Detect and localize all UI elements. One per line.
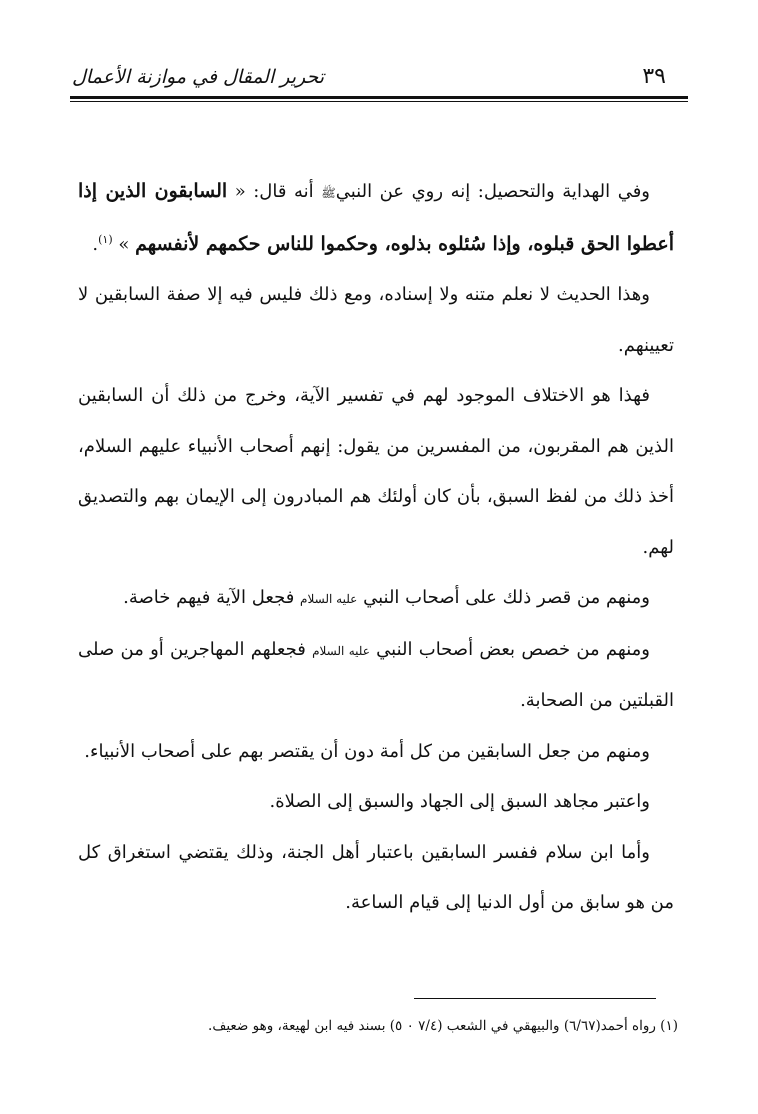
p1-end: . xyxy=(92,233,99,255)
p1-intro: وفي الهداية والتحصيل: إنه روي عن النبي xyxy=(335,181,651,202)
p6-text: ومنهم من جعل السابقين من كل أمة دون أن يقتصر بهم على أصحاب الأنبياء. xyxy=(84,740,650,762)
footnote-number: (١) xyxy=(660,1018,678,1034)
p8-text: وأما ابن سلام ففسر السابقين باعتبار أهل الجنة، وذلك يقتضي استغراق كل من هو سابق من أول الدنيا إلى قيام الساعة. xyxy=(78,841,674,913)
paragraph-4 xyxy=(78,573,674,625)
p5-text-a: ومنهم من خصص بعض أصحاب النبي xyxy=(376,638,650,660)
p1-said: أنه قال: « xyxy=(234,181,314,202)
p4-text-b: فجعل الآية فيهم خاصة. xyxy=(123,587,295,608)
hadith-text: السابقون الذين إذا أعطوا الحق قبلوه، وإذا سُئلوه بذلوه، وحكموا للناس حكمهم لأنفسهم xyxy=(78,180,674,255)
header-rule-thin xyxy=(70,101,688,102)
footnote-ref: (١) xyxy=(98,232,113,246)
footnote-separator xyxy=(414,998,656,999)
footnote-1 xyxy=(100,1014,678,1038)
header-rule-thick xyxy=(70,96,688,99)
salutation-mark: ﷺ xyxy=(321,186,336,200)
salutation-mark: عليه السلام xyxy=(300,592,358,606)
p4-text-a: ومنهم من قصر ذلك على أصحاب النبي xyxy=(363,587,650,608)
paragraph-6 xyxy=(78,727,674,778)
page-number: ٣٩ xyxy=(642,64,666,89)
paragraph-7 xyxy=(78,777,674,828)
running-header xyxy=(72,60,686,98)
p5-text-b: فجعلهم المهاجرين أو من صلى القبلتين من الصحابة. xyxy=(78,638,674,711)
paragraph-8 xyxy=(78,828,674,929)
p7-text: واعتبر مجاهد السبق إلى الجهاد والسبق إلى الصلاة. xyxy=(269,791,650,812)
paragraph-2 xyxy=(78,270,674,371)
paragraph-5 xyxy=(78,625,674,727)
p3-text: فهذا هو الاختلاف الموجود لهم في تفسير الآية، وخرج من ذلك أن السابقين الذين هم المقربون، من المفسرين من يقول: إنهم أصحاب الأنبياء عليهم السلام، أخذ ذلك من لفظ السبق، بأن كان أولئك هم المبادرون إلى الإيمان بهم والتصديق لهم. xyxy=(78,385,674,558)
book-title: تحرير المقال في موازنة الأعمال xyxy=(72,66,325,88)
salutation-mark: عليه السلام xyxy=(312,643,370,658)
footnote-text: رواه أحمد(٦/٦٧) والبيهقي في الشعب (٧/٤ ٠ ٥) بسند فيه ابن لهيعة، وهو ضعيف. xyxy=(208,1018,656,1034)
main-text xyxy=(78,166,674,929)
paragraph-3 xyxy=(78,371,674,573)
p1-close-quote: » xyxy=(118,233,130,255)
paragraph-1 xyxy=(78,166,674,270)
p2-text: وهذا الحديث لا نعلم متنه ولا إسناده، ومع ذلك فليس فيه إلا صفة السابقين لا تعيينهم. xyxy=(78,284,674,356)
